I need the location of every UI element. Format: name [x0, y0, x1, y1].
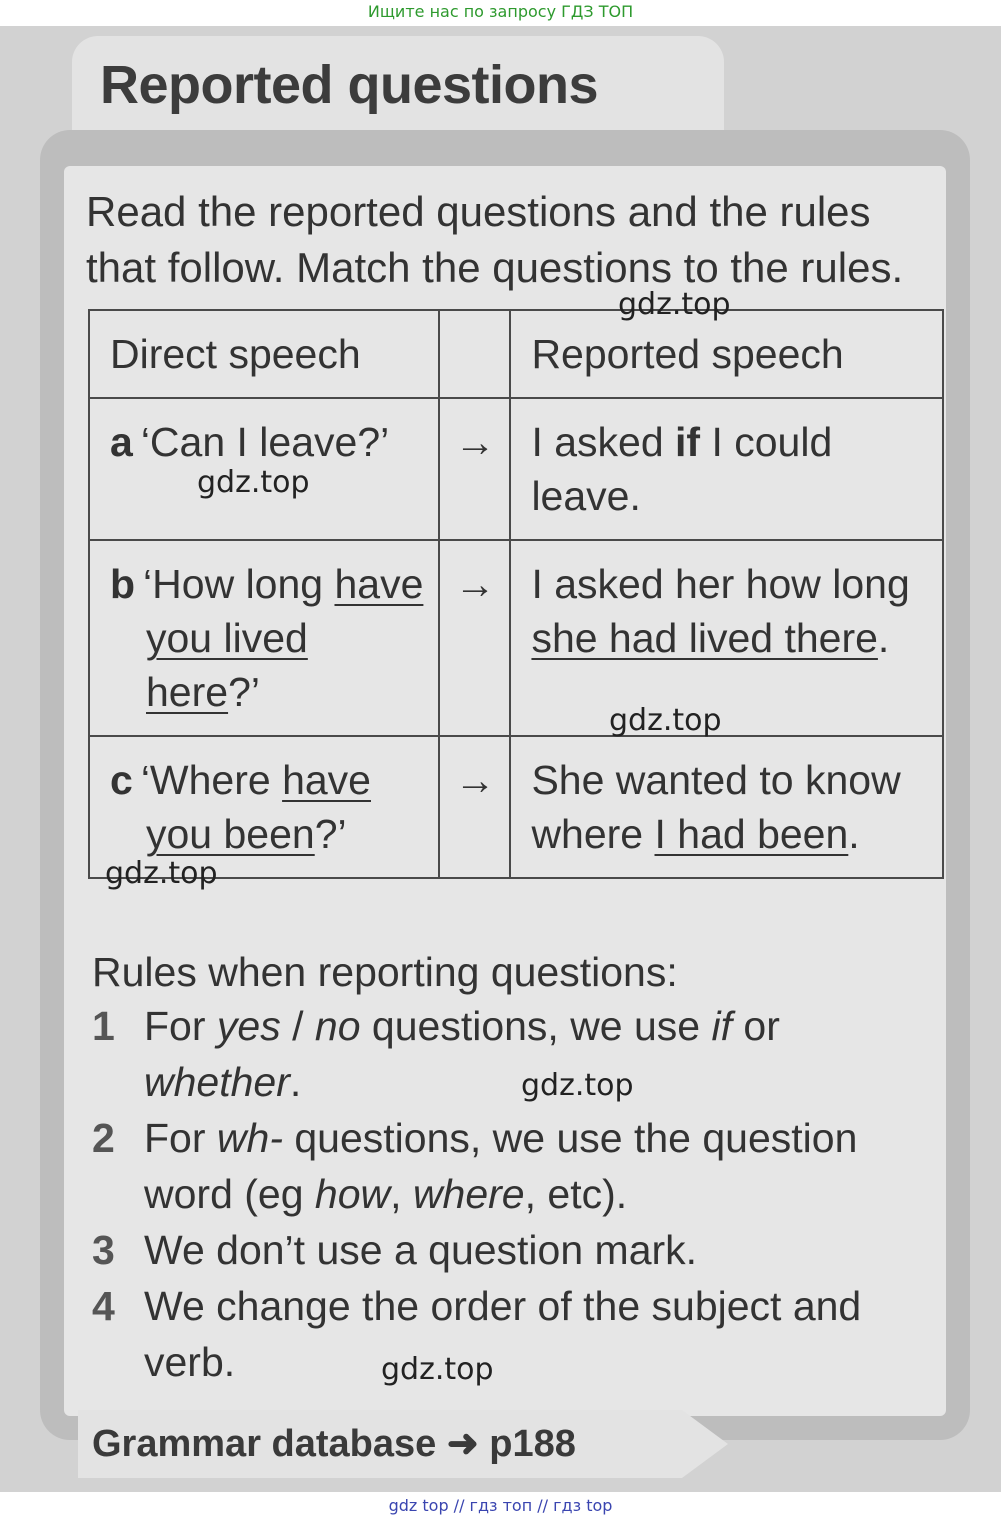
text-fragment: .: [289, 1059, 302, 1105]
watermark: gdz.top: [381, 1352, 494, 1387]
header-reported-speech: Reported speech: [510, 310, 943, 398]
text-fragment: ‘How long: [143, 561, 335, 607]
direct-speech-text: [110, 753, 428, 861]
text-fragment: For: [144, 1115, 217, 1161]
rule-number: 2: [92, 1115, 115, 1161]
rules-list: [92, 998, 942, 1390]
header-spacer: [439, 310, 510, 398]
intro-instructions: Read the reported questions and the rules that follow. Match the questions to the rules.: [86, 188, 904, 291]
text-fragment: questions, we use: [360, 1003, 712, 1049]
text-fragment: or: [732, 1003, 780, 1049]
page-title: Reported questions: [100, 55, 599, 115]
text-fragment: We change the order of the subject and verb.: [144, 1283, 862, 1385]
table-header-row: [89, 310, 943, 398]
rule-number: 1: [92, 1003, 115, 1049]
bold-word: if: [675, 419, 701, 465]
row-letter: b: [110, 561, 136, 607]
italic-word: no: [314, 1003, 361, 1049]
reported-speech-cell: [510, 736, 943, 878]
italic-word: wh-: [216, 1115, 283, 1161]
text-fragment: I could leave.: [531, 419, 833, 519]
watermark: gdz.top: [521, 1068, 634, 1103]
text-fragment: ,: [390, 1171, 413, 1217]
tab-point-arrow-icon: [682, 1410, 728, 1478]
direct-speech-text: [110, 557, 428, 719]
text-fragment: We don’t use a question mark.: [144, 1227, 698, 1273]
text-fragment: ?’: [314, 811, 347, 857]
underlined-phrase: she had lived there: [531, 615, 878, 661]
direct-speech-cell: [89, 540, 439, 736]
text-fragment: .: [877, 615, 890, 661]
reported-speech-cell: [510, 540, 943, 736]
text-fragment: For: [144, 1003, 217, 1049]
speech-table: [88, 309, 944, 879]
grammar-database-link[interactable]: Grammar database ➜ p188: [92, 1423, 576, 1465]
text-fragment: She wanted to know where: [531, 757, 901, 857]
textbook-page: [0, 26, 1001, 1492]
direct-speech-text: [110, 415, 428, 469]
table-row: [89, 540, 943, 736]
rule-item: [92, 1278, 942, 1390]
arrow-right-icon: →: [439, 540, 510, 736]
text-fragment: questions, we use the question word (eg: [144, 1115, 858, 1217]
italic-word: how: [314, 1171, 391, 1217]
underlined-phrase: have you lived here: [146, 561, 424, 715]
row-letter: a: [110, 419, 133, 465]
rule-item: [92, 1222, 942, 1278]
italic-word: yes: [216, 1003, 281, 1049]
watermark: gdz.top: [105, 856, 218, 891]
bottom-watermark-note: gdz top // гдз топ // гдз top: [388, 1496, 613, 1515]
rule-item: [92, 998, 942, 1110]
top-watermark-note: Ищите нас по запросу ГДЗ ТОП: [367, 2, 634, 21]
arrow-right-icon: →: [439, 736, 510, 878]
italic-word: if: [711, 1003, 732, 1049]
rule-item: [92, 1110, 942, 1222]
rules-heading: Rules when reporting questions:: [92, 949, 678, 995]
italic-word: where: [412, 1171, 525, 1217]
text-fragment: , etc).: [524, 1171, 628, 1217]
text-fragment: ‘Where: [140, 757, 283, 803]
arrow-right-icon: →: [439, 398, 510, 540]
watermark: gdz.top: [618, 287, 731, 322]
watermark: gdz.top: [197, 465, 310, 500]
text-fragment: ?’: [228, 669, 260, 715]
watermark: gdz.top: [609, 703, 722, 738]
header-direct-speech: Direct speech: [89, 310, 439, 398]
reported-speech-cell: [510, 398, 943, 540]
rule-number: 4: [92, 1283, 115, 1329]
text-fragment: /: [280, 1003, 315, 1049]
text-fragment: I asked her how long: [531, 561, 910, 607]
underlined-phrase: I had been: [654, 811, 849, 857]
row-letter: c: [110, 757, 133, 803]
underlined-phrase: have you been: [146, 757, 371, 857]
text-fragment: I asked: [531, 419, 676, 465]
rule-number: 3: [92, 1227, 115, 1273]
text-fragment: ‘Can I leave?’: [140, 419, 390, 465]
italic-word: whether: [144, 1059, 290, 1105]
text-fragment: .: [848, 811, 860, 857]
